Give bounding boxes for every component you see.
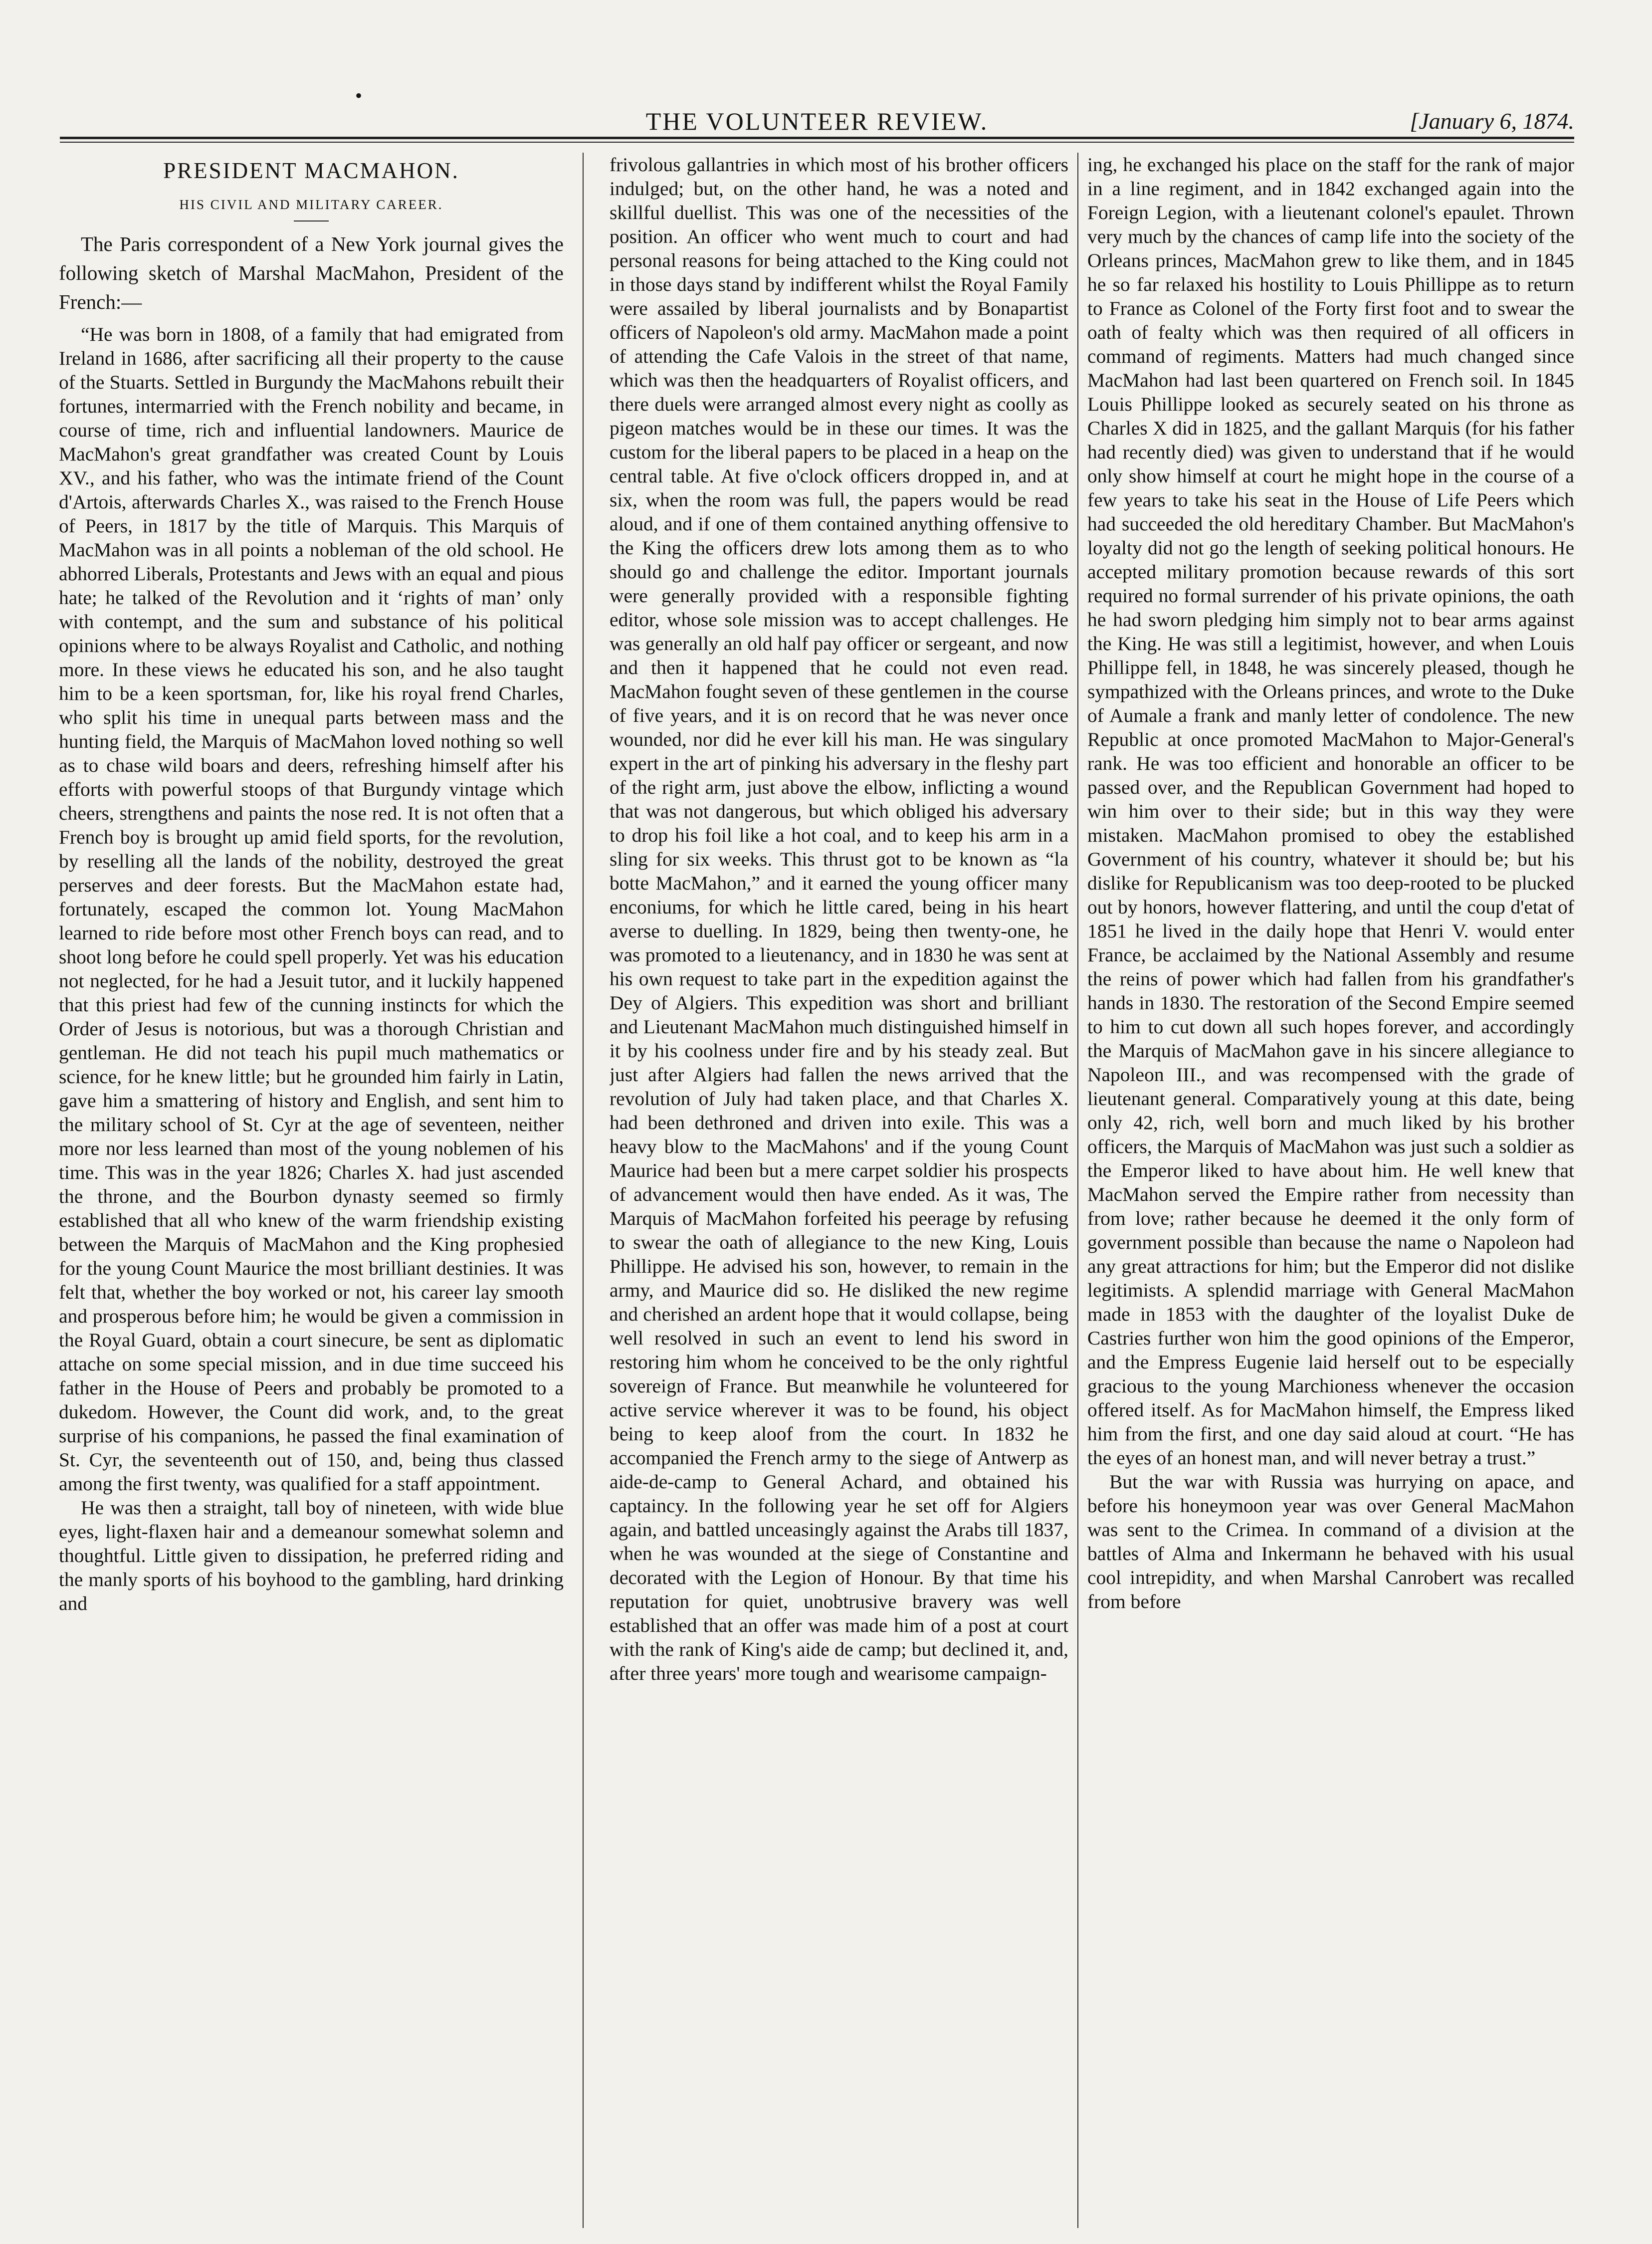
article-subtitle: HIS CIVIL AND MILITARY CAREER. bbox=[179, 197, 443, 212]
paragraph-continued: ing, he exchanged his place on the staff for the rank of major in a line regiment, and in 1842 exchanged again into the Foreign Legion, with a lieutenant colonel's epaulet. Thrown very much by the chances of camp life into the society of the Orleans princes, MacMahon grew to like them, and in 1845 he so far relaxed his hostility to Louis Phillippe as to return to France as Colonel of the Forty first foot and to swear the oath of fealty which was then required of all officers in command of regiments. Matters had much changed since MacMahon had last been quartered on French soil. In 1845 Louis Phillippe looked as securely seated on his throne as Charles X did in 1825, and the gallant Marquis (for his father had recently died) was given to understand that if he would only show himself at court he might hope in the course of a few years to take his seat in the House of Life Peers which had succeeded the old hereditary Chamber. But MacMahon's loyalty did not go the length of seeking political honours. He accepted military promotion because rewards of this sort required no formal surrender of his private opinions, the oath he had sworn pledging him simply not to bear arms against the King. He was still a legitimist, however, and when Louis Phillippe fell, in 1848, he was sincerely pleased, though he sympathized with the Orleans princes, and wrote to the Duke of Aumale a frank and manly letter of condolence. The new Republic at once promoted MacMahon to Major-General's rank. He was too efficient and honorable an officer to be passed over, and the Republican Government had hoped to win him over to their side; but in this way they were mistaken. MacMahon promised to obey the established Government of his country, whatever it should be; but his dislike for Republicanism was too deep-rooted to be plucked out by honors, however flattering, and until the coup d'etat of 1851 he lived in the daily hope that Henri V. would enter France, be acclaimed by the National Assembly and resume the reins of power which had fallen from his grandfather's hands in 1830. The restoration of the Second Empire seemed to him to cut down all such hopes forever, and accordingly the Marquis of MacMahon gave in his sincere allegiance to Napoleon III., and was recompensed with the grade of lieutenant general. Comparatively young at this date, being only 42, rich, well born and much liked by his brother officers, the Marquis of MacMahon was just such a soldier as the Emperor liked to have about him. He well knew that MacMahon served the Empire rather from necessity than from love; rather because he deemed it the only form of government possible than because the name o Napoleon had any great attractions for him; but the Emperor did not dislike legitimists. A splendid marriage with General MacMahon made in 1853 with the daughter of the loyalist Duke de Castries further won him the good opinions of the Emperor, and the Empress Eugenie laid herself out to be especially gracious to the young Marchioness whenever the occasion offered itself. As for MacMahon himself, the Empress liked him from the first, and one day said aloud at court. “He has the eyes of an honest man, and will never betray a trust.” bbox=[1087, 154, 1574, 1469]
paragraph: But the war with Russia was hurrying on apace, and before his honeymoon year was over General MacMahon was sent to the Crimea. In command of a division at the battles of Alma and Inkermann he behaved with his usual cool intrepidity, and when Marshal Canrobert was recalled from before bbox=[1087, 1471, 1574, 1612]
title-rule bbox=[294, 221, 329, 222]
issue-date: [January 6, 1874. bbox=[1410, 108, 1574, 134]
ink-mark: • bbox=[355, 84, 363, 107]
paragraph: He was then a straight, tall boy of nineteen, with wide blue eyes, light-flaxen hair and a demeanour somewhat solemn and thoughtful. Little given to dissipation, he preferred riding and the manly sports of his boyhood to the gambling, hard drinking and bbox=[59, 1497, 564, 1614]
paragraph-continued: frivolous gallantries in which most of his brother officers indulged; but, on the other hand, he was a noted and skillful duellist. This was one of the necessities of the position. An officer who went much to court and had personal reasons for being attached to the King could not in those days stand by indifferent whilst the Royal Family were assailed by liberal journalists and by Bonapartist officers of Napoleon's old army. MacMahon made a point of attending the Cafe Valois in the street of that name, which was then the headquarters of Royalist officers, and there duels were arranged almost every night as coolly as pigeon matches would be in these our times. It was the custom for the liberal papers to be placed in a heap on the central table. At five o'clock officers dropped in, and at six, when the room was full, the papers would be read aloud, and if one of them contained anything offensive to the King the officers drew lots among them as to who should go and challenge the editor. Important journals were generally provided with a responsible fighting editor, whose sole mission was to accept challenges. He was generally an old half pay officer or sergeant, and now and then it happened that he could not even read. MacMahon fought seven of these gentlemen in the course of five years, and it is on record that he was never once wounded, nor did he ever kill his man. He was singulary expert in the art of pinking his adversary in the fleshy part of the right arm, just above the elbow, inflicting a wound that was not dangerous, but which obliged his adversary to drop his foil like a hot coal, and to keep his arm in a sling for six weeks. This thrust got to be known as “la botte MacMahon,” and it earned the young officer many enconiums, for which he little cared, being in his heart averse to duelling. In 1829, being then twenty-one, he was promoted to a lieutenancy, and in 1830 he was sent at his own request to take part in the expedition against the Dey of Algiers. This expedition was short and brilliant and Lieutenant MacMahon much distinguished himself in it by his coolness under fire and by his steady zeal. But just after Algiers had fallen the news arrived that the revolution of July had taken place, and that Charles X. had been dethroned and driven into exile. This was a heavy blow to the MacMahons' and if the young Count Maurice had been but a mere carpet soldier his prospects of advancement would then have ended. As it was, The Marquis of MacMahon forfeited his peerage by refusing to swear the oath of allegiance to the new King, Louis Phillippe. He advised his son, however, to remain in the army, and Maurice did so. He disliked the new regime and cherished an ardent hope that it would collapse, being well resolved in such an event to lend his sword in restoring him whom he conceived to be the only rightful sovereign of France. But meanwhile he volunteered for active service wherever it was to be found, his object being to keep aloof from the court. In 1832 he accompanied the French army to the siege of Antwerp as aide-de-camp to General Achard, and obtained his captaincy. In the following year he set off for Algiers again, and battled unceasingly against the Arabs till 1837, when he was wounded at the siege of Constantine and decorated with the Legion of Honour. By that time his reputation for quiet, unobtrusive bravery was well established that an offer was made him of a post at court with the rank of King's aide de camp; but declined it, and, after three years' more tough and wearisome campaign- bbox=[610, 154, 1068, 1684]
column-divider bbox=[1077, 153, 1078, 2228]
page-header bbox=[60, 104, 1574, 139]
paragraph: “He was born in 1808, of a family that had emigrated from Ireland in 1686, after sacrificing all their property to the cause of the Stuarts. Settled in Burgundy the MacMahons rebuilt their fortunes, intermarried with the French nobility and became, in course of time, rich and influential landowners. Maurice de MacMahon's great grandfather was created Count by Louis XV., and his father, who was the intimate friend of the Count d'Artois, afterwards Charles X., was raised to the French House of Peers, in 1817 by the title of Marquis. This Marquis of MacMahon was in all points a nobleman of the old school. He abhorred Liberals, Protestants and Jews with an equal and pious hate; he talked of the Revolution and it ‘rights of man’ only with contempt, and the sum and substance of his political opinions where to be always Royalist and Catholic, and nothing more. In these views he educated his son, and he also taught him to be a keen sportsman, for, like his royal frend Charles, who split his time in unequal parts between mass and the hunting field, the Marquis of MacMahon loved nothing so well as to chase wild boars and deers, refreshing himself after his efforts with powerful stoops of that Burgundy vintage which cheers, strengthens and paints the nose red. It is not often that a French boy is brought up amid field sports, for the revolution, by reselling all the lands of the nobility, destroyed the great perserves and deer forests. But the MacMahon estate had, fortunately, escaped the common lot. Young MacMahon learned to ride before most other French boys can read, and to shoot long before he could spell properly. Yet was his education not neglected, for he had a Jesuit tutor, and it luckily happened that this priest had few of the cunning instincts for which the Order of Jesus is notorious, but was a thorough Christian and gentleman. He did not teach his pupil much mathematics or science, for he knew little; but he grounded him fairly in Latin, gave him a smattering of history and English, and sent him to the military school of St. Cyr at the age of seventeen, neither more nor less learned than most of the young noblemen of his time. This was in the year 1826; Charles X. had just ascended the throne, and the Bourbon dynasty seemed so firmly established that all who knew of the warm friendship existing between the Marquis of MacMahon and the King prophesied for the young Count Maurice the most brilliant destinies. It was felt that, whether the boy worked or not, his career lay smooth and prosperous before him; he would be given a commission in the Royal Guard, obtain a court sinecure, be sent as diplomatic attache on some special mission, and in due time succeed his father in the House of Peers and probably be promoted to a dukedom. However, the Count did work, and, to the great surprise of his companions, he passed the final examination of St. Cyr, the seventeenth out of 150, and, being thus classed among the first twenty, was qualified for a staff appointment. bbox=[59, 323, 564, 1495]
column-3 bbox=[1087, 153, 1574, 2223]
article-intro: The Paris correspondent of a New York journal gives the following sketch of Marshal MacMahon, President of the French:— bbox=[59, 232, 564, 313]
column-1 bbox=[59, 153, 564, 2223]
header-rule-thin bbox=[60, 142, 1574, 143]
column-2 bbox=[610, 153, 1068, 2223]
article-title: PRESIDENT MACMAHON. bbox=[163, 158, 459, 183]
masthead: THE VOLUNTEER REVIEW. bbox=[645, 107, 989, 135]
column-divider bbox=[583, 153, 584, 2228]
header-rule-thick bbox=[60, 137, 1574, 139]
